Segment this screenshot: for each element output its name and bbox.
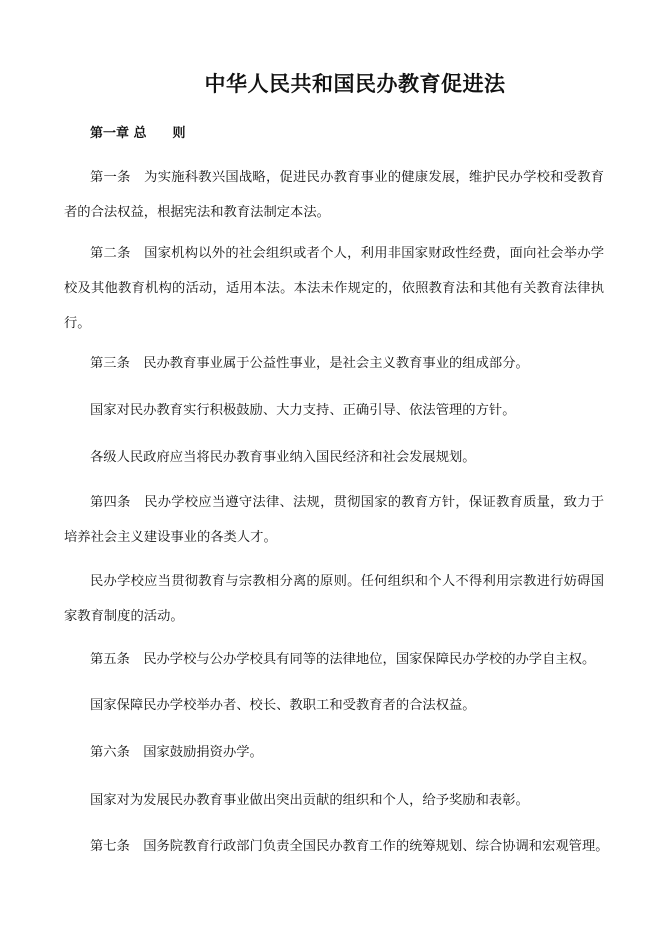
paragraph-article-7 <box>64 829 624 864</box>
paragraph-text: 国家对为发展民办教育事业做出突出贡献的组织和个人，给予奖励和表彰。 <box>90 793 529 808</box>
article-number: 第七条 <box>90 839 130 854</box>
paragraph-text: 各级人民政府应当将民办教育事业纳入国民经济和社会发展规划。 <box>90 450 476 465</box>
article-number: 第一条 <box>90 170 131 185</box>
paragraph-text: 国务院教育行政部门负责全国民办教育工作的统筹规划、综合协调和宏观管理。 <box>143 839 609 854</box>
paragraph-article-3 <box>64 346 604 381</box>
paragraph-text: 国家鼓励捐资办学。 <box>143 745 263 760</box>
paragraph-article-2 <box>64 236 604 341</box>
chapter-heading: 第一章 总 则 <box>90 126 186 141</box>
paragraph-text: 民办学校应当遵守法律、法规，贯彻国家的教育方针，保证教育质量，致力于培养社会主义建设事业的各类人才。 <box>64 495 605 545</box>
document-title: 中华人民共和国民办教育促进法 <box>204 71 506 96</box>
paragraph-text: 民办学校应当贯彻教育与宗教相分离的原则。任何组织和个人不得利用宗教进行妨碍国家教育制度的活动。 <box>64 574 604 624</box>
article-number: 第四条 <box>90 495 131 510</box>
paragraph <box>64 783 604 818</box>
paragraph-article-1 <box>64 160 604 230</box>
paragraph-article-6 <box>64 735 604 770</box>
paragraph <box>64 440 604 475</box>
paragraph-text: 国家保障民办学校举办者、校长、教职工和受教育者的合法权益。 <box>90 698 476 713</box>
paragraph-text: 国家对民办教育实行积极鼓励、大力支持、正确引导、依法管理的方针。 <box>90 403 516 418</box>
paragraph-text: 民办学校与公办学校具有同等的法律地位，国家保障民办学校的办学自主权。 <box>143 652 596 667</box>
article-number: 第五条 <box>90 652 130 667</box>
paragraph <box>64 688 604 723</box>
paragraph <box>64 393 604 428</box>
paragraph <box>64 564 604 634</box>
article-number: 第三条 <box>90 356 130 371</box>
paragraph-text: 为实施科教兴国战略，促进民办教育事业的健康发展，维护民办学校和受教育者的合法权益，根据宪法和教育法制定本法。 <box>64 170 605 220</box>
article-number: 第二条 <box>90 246 131 261</box>
paragraph-text: 民办教育事业属于公益性事业，是社会主义教育事业的组成部分。 <box>143 356 529 371</box>
paragraph-article-5 <box>64 642 604 677</box>
article-number: 第六条 <box>90 745 130 760</box>
paragraph-text: 国家机构以外的社会组织或者个人，利用非国家财政性经费，面向社会举办学校及其他教育机构的活动，适用本法。本法未作规定的，依照教育法和其他有关教育法律执行。 <box>64 246 605 331</box>
paragraph-article-4 <box>64 485 604 555</box>
